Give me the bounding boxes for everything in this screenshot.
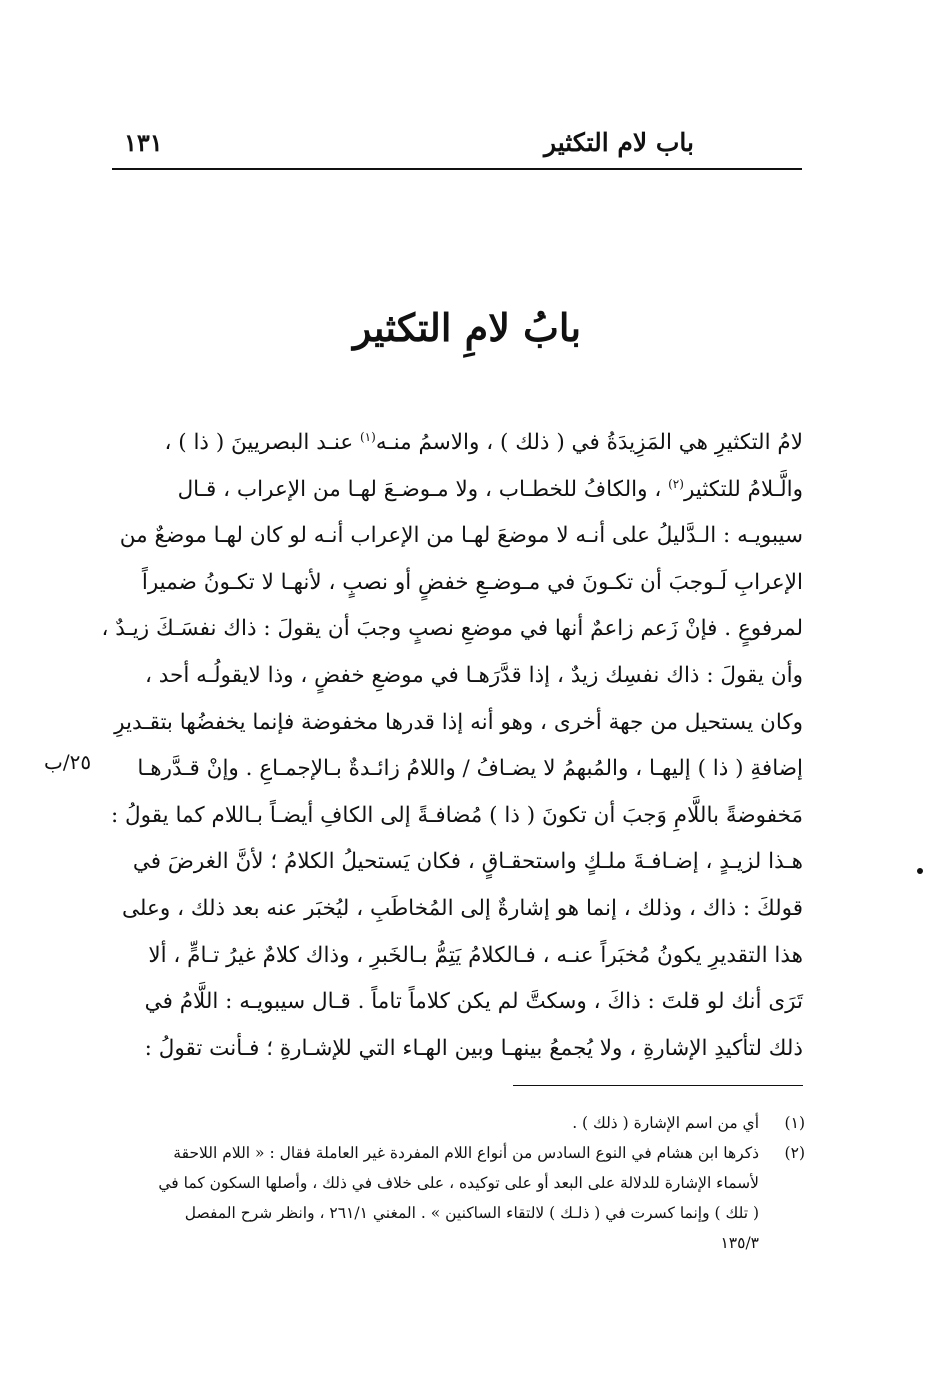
- header-divider: [112, 168, 802, 170]
- text-line: وأن يقولَ : ذاك نفسِك زيدٌ ، إذا قدَّرَهـا في موضعِ خفضٍ ، وذا لايقولُـه أحد ،: [145, 662, 803, 688]
- footnote-continuation: [113, 1228, 805, 1258]
- footnote-ref: (١): [359, 429, 376, 444]
- text-line: تَرَى أنك لو قلتَ : ذاكَ ، وسكتَّ لم يكن كلاماً تاماً . قـال سيبويـه : اللَّامُ في: [144, 989, 803, 1015]
- footnote-number: (٢): [784, 1144, 805, 1162]
- text-line: هذا التقديرِ يكونُ مُخبَراً عنـه ، فـالكلامُ يَتِمُّ بـالخَبرِ ، وذاك كلامٌ غيرُ تـامٍّ ، ألا: [148, 942, 803, 968]
- text-line: مَخفوضةً باللَّامِ وَجبَ أن تكونَ ( ذا ) مُضافـةً إلى الكافِ أيضـاً بـاللام كما يقولُ :: [110, 802, 803, 828]
- margin-dot: [917, 868, 923, 874]
- text-line: لمرفوعٍ . فإنْ زَعم زاعمٌ أنها في موضعِ نصبٍ وجبَ أن يقولَ : ذاك نفسَـكَ زيـدٌ ،: [101, 616, 803, 642]
- body-text: [101, 420, 803, 1072]
- chapter-title: بابُ لامِ التكثير: [352, 305, 582, 350]
- text-line: ذلك لتأكيدِ الإشارةِ ، ولا يُجمعُ بينهـا وبين الهـاء التي للإشـارةِ ؛ فـأنت تقولُ :: [144, 1035, 803, 1061]
- running-title: باب لام التكثير: [543, 128, 694, 157]
- text-line: قولكَ : ذاك ، وذلك ، إنما هو إشارةٌ إلى المُخاطَبِ ، ليُخبَر عنه بعد ذلك ، وعلى: [122, 895, 803, 921]
- footnote: [113, 1108, 805, 1138]
- footnote-continuation: [113, 1198, 805, 1228]
- text-line: وكان يستحيل من جهة أخرى ، وهو أنه إذا قدرها مخفوضة فإنما يخفضُها بتقـديرِ: [114, 709, 803, 735]
- footnote-text: لأسماء الإشارة للدلالة على البعد أو على توكيده ، على خلاف في ذلك ، وأصلها السكون كما في: [158, 1174, 759, 1192]
- footnote-continuation: [113, 1168, 805, 1198]
- footnote-text: أي من اسم الإشارة ( ذلك ) .: [572, 1114, 759, 1132]
- footnote-text: ١٣٥/٣: [720, 1234, 759, 1252]
- text-line: لامُ التكثيرِ هي المَزِيدَةُ في ( ذلك ) ، والاسمُ منـه$^{(١)}$ عنـد البصريينَ ( ذا ) ،: [164, 429, 803, 455]
- text-line: والَّـلامُ للتكثير$^{(٢)}$ ، والكافُ للخطـاب ، ولا مـوضـعَ لهـا من الإعراب ، قـال: [177, 476, 803, 502]
- footnotes: [113, 1108, 805, 1258]
- footnote-ref: (٢): [668, 476, 684, 491]
- running-header: [112, 128, 802, 168]
- footnote-number: (١): [784, 1114, 805, 1132]
- page-number: ١٣١: [124, 128, 163, 157]
- text-line: إضافةِ ( ذا ) إليهـا ، والمُبهمُ لا يضـافُ / واللامُ زائـدةٌ بـالإجمـاعِ . وإنْ قـدَّرهـا: [137, 756, 803, 782]
- text-line: هـذا لزيـدٍ ، إضـافـةَ ملـكٍ واستحقـاقٍ ، فكان يَستحيلُ الكلامُ ؛ لأنَّ الغرضَ في: [132, 849, 803, 875]
- footnote-text: ( تلك ) وإنما كسرت في ( ذلـك ) لالتقاء الساكنين » . المغني ٢٦١/١ ، وانظر شرح المفصل: [184, 1204, 759, 1222]
- text-line: سيبويـه : الـدَّليلُ على أنـه لا موضعَ لهـا من الإعراب أنـه لو كان لهـا موضعٌ من: [119, 523, 803, 549]
- footnote: [113, 1138, 805, 1168]
- footnote-divider: [513, 1085, 803, 1086]
- footnote-text: ذكرها ابن هشام في النوع السادس من أنواع اللام المفردة غير العاملة فقال : « اللام اللاحقة: [173, 1144, 759, 1162]
- manuscript-folio-marker: ٢٥/ب: [44, 750, 92, 774]
- text-line: الإعرابِ لَـوجبَ أن تكـونَ في مـوضـعِ خفضٍ أو نصبٍ ، لأنهـا لا تكـونُ ضميراً: [141, 569, 803, 595]
